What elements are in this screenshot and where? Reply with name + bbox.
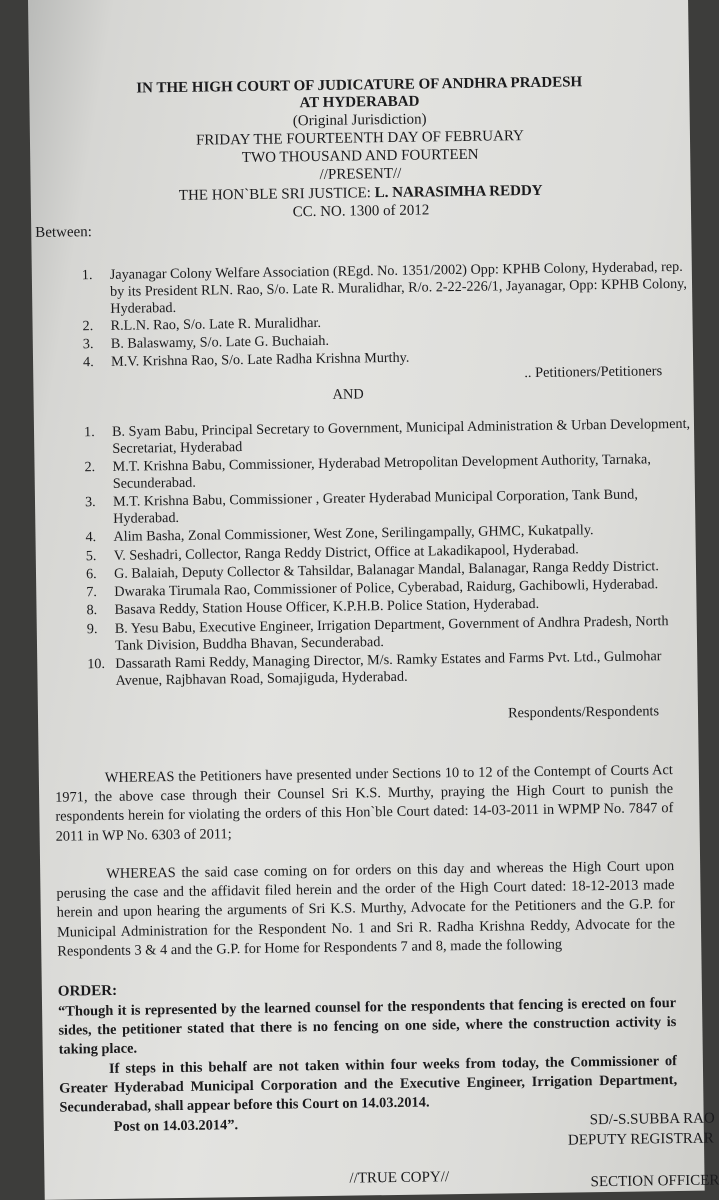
petitioners-label: .. Petitioners/Petitioners (524, 363, 663, 382)
respondent-item-text: M.T. Krishna Babu, Commissioner , Greater Hyderabad Municipal Corporation, Tank Bund, Hyderabad. (112, 486, 638, 527)
document-page (28, 0, 719, 1200)
petitioner-item-number: 4. (82, 354, 94, 371)
respondent-item-number: 1. (83, 424, 95, 441)
petitioner-item-number: 1. (81, 267, 93, 284)
respondent-item-text: M.T. Krishna Babu, Commissioner, Hyderabad Metropolitan Development Authority, Tarnaka, Secunderabad. (112, 451, 651, 492)
respondents-label: Respondents/Respondents (507, 703, 660, 722)
signature-designation: DEPUTY REGISTRAR (567, 1130, 714, 1149)
respondent-item-number: 5. (85, 547, 97, 564)
respondent-item-number: 2. (84, 459, 96, 476)
petitioner-item-text: Jayanagar Colony Welfare Association (REgd. No. 1351/2002) Opp: KPHB Colony, Hyderabad, rep. by its President RLN. Rao, S/o. Late R. Muralidhar, R/o. 2-22-226/1, Jayanagar, Opp: KPHB Colony, Hyderabad. (109, 258, 687, 317)
petitioner-item-text: R.L.N. Rao, S/o. Late R. Muralidhar. (110, 315, 322, 335)
petitioner-list (81, 258, 691, 372)
hearing-date-line2: TWO THOUSAND AND FOURTEEN (241, 146, 479, 167)
respondent-item-text: Dwaraka Tirumala Rao, Commissioner of Police, Cyberabad, Raidurg, Gachibowli, Hyderabad. (114, 576, 659, 601)
respondent-item-text: Dassarath Rami Reddy, Managing Director, M/s. Ramky Estates and Farms Pvt. Ltd., Gulmohar Avenue, Rajbhavan Road, Somajiguda, Hyderabad. (115, 648, 662, 689)
between-label: Between: (35, 224, 93, 241)
justice-prefix: THE HON`BLE SRI JUSTICE: (178, 185, 375, 204)
respondent-item-number: 10. (87, 655, 106, 673)
true-copy-stamp: //TRUE COPY// (349, 1169, 450, 1187)
respondent-item-number: 8. (86, 602, 98, 619)
jurisdiction: (Original Jurisdiction) (292, 111, 427, 130)
order-paragraph-2: If steps in this behalf are not taken within four weeks from today, the Commissioner of Greater Hyderabad Municipal Corporation and the Executive Engineer, Irrigation Department, Secunderabad, shall appear before this Court on 14.03.2014. (59, 1053, 678, 1117)
signature-name: SD/-S.SUBBA RAO (589, 1110, 715, 1129)
court-seat: AT HYDERABAD (299, 93, 420, 112)
respondent-item-text: B. Yesu Babu, Executive Engineer, Irrigation Department, Government of Andhra Pradesh, North Tank Division, Buddha Bhavan, Secunderabad. (114, 612, 669, 654)
petitioner-item-text: B. Balaswamy, S/o. Late G. Buchaiah. (110, 333, 330, 353)
hearing-date-line1: FRIDAY THE FOURTEENTH DAY OF FEBRUARY (195, 128, 525, 149)
case-number: CC. NO. 1300 of 2012 (292, 202, 430, 221)
respondent-item-number: 6. (85, 565, 97, 583)
court-title: IN THE HIGH COURT OF JUDICATURE OF ANDHRA PRADESH (136, 74, 583, 97)
respondent-item-number: 4. (85, 529, 97, 546)
petitioner-item (81, 258, 691, 318)
respondent-item-text: G. Balaiah, Deputy Collector & Tahsildar, Balanagar Mandal, Balanagar, Ranga Reddy District. (113, 558, 659, 582)
respondent-item-text: B. Syam Babu, Principal Secretary to Government, Municipal Administration & Urban Development, Secretariat, Hyderabad (111, 415, 691, 457)
petitioner-item-number: 3. (82, 336, 94, 353)
respondent-item-number: 7. (86, 584, 98, 601)
petitioner-item-number: 2. (82, 318, 94, 335)
respondent-item-text: Alim Basha, Zonal Commissioner, West Zone, Serilingampally, GHMC, Kukatpally. (113, 522, 594, 546)
order-post-date: Post on 14.03.2014”. (113, 1117, 239, 1135)
petitioner-item-text: M.V. Krishna Rao, S/o. Late Radha Krishna Murthy. (110, 349, 410, 370)
present-marker: //PRESENT// (319, 165, 402, 183)
section-officer: SECTION OFFICER (590, 1172, 719, 1191)
respondent-list (83, 415, 696, 691)
respondent-item-text: V. Seshadri, Collector, Ranga Reddy District, Office at Lakadikapool, Hyderabad. (113, 540, 579, 564)
and-label: AND (332, 386, 364, 403)
whereas-paragraph-2: WHEREAS the said case coming on for orders on this day and whereas the High Court upon perusing the case and the affidavit filed herein and the order of the High Court dated: 18-12-2013 made herein and upon hearing the arguments of Sri K.S. Murthy, Advocate for the Petitioners and the G.P. for Municipal Administration for the Respondent No. 1 and Sri R. Radha Krishna Reddy, Advocate for the Respondents 3 & 4 and the G.P. for Home for Respondents 7 and 8, made the following (56, 858, 676, 960)
justice-name: L. NARASIMHA REDDY (374, 182, 543, 202)
order-paragraph-1: “Though it is represented by the learned counsel for the respondents that fencing is erected on four sides, the petitioner stated that there is no fencing on one side, where the construction activity is taking place. (58, 995, 677, 1059)
order-heading: ORDER: (57, 982, 118, 1000)
respondent-item (87, 648, 695, 690)
respondent-item-number: 3. (84, 494, 96, 511)
respondent-item-number: 9. (86, 620, 98, 638)
whereas-paragraph-1: WHEREAS the Petitioners have presented under Sections 10 to 12 of the Contempt of Courts Act 1971, the above case through their Counsel Sri K.S. Murthy, praying the High Court to punish the respondents herein for violating the orders of this Hon`ble Court dated: 14-03-2011 in WPMP No. 7847 of 2011 in WP No. 6303 of 2011; (55, 762, 674, 845)
respondent-item-text: Basava Reddy, Station House Officer, K.P.H.B. Police Station, Hyderabad. (114, 596, 540, 619)
